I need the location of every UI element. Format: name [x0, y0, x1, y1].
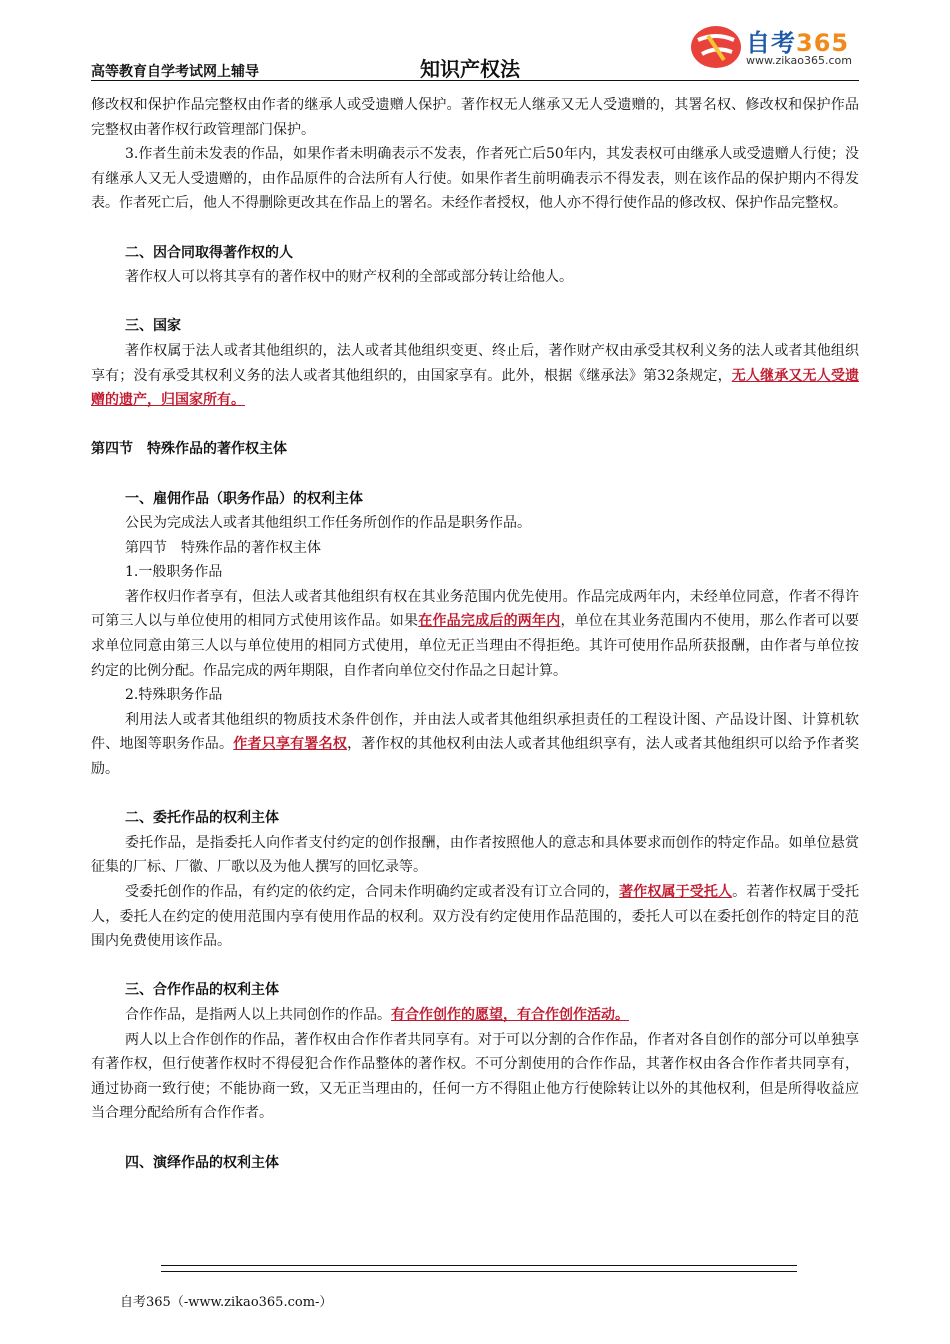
logo-url: www.zikao365.com: [746, 54, 852, 67]
heading-derivative-works: 四、演绎作品的权利主体: [125, 1154, 279, 1171]
heading-state: 三、国家: [125, 318, 181, 335]
header-divider: [91, 80, 859, 81]
paragraph: 著作权归作者享有，但法人或者其他组织有权在其业务范围内优先使用。作品完成两年内，未经单位同意，作者不得许可第三人以与单位使用的相同方式使用该作品。如果在作品完成后的两年内，单位在其业务范围内不使用，那么作者可以要求单位同意由第三人以与单位使用的相同方式使用，单位无正当理由不得拒绝。其许可使用作品所获报酬，由作者与单位按约定的比例分配。作品完成的两年期限，自作者向单位交付作品之日起计算。: [91, 588, 860, 679]
logo-wordmark: 自考365: [746, 29, 850, 57]
highlighted-text: 作者只享有署名权: [233, 736, 348, 753]
footer-text: 自考365（-www.zikao365.com-）: [120, 1295, 333, 1310]
highlighted-text: 在作品完成后的两年内: [418, 613, 561, 630]
logo-mark-icon: [688, 20, 746, 72]
paragraph: 合作作品，是指两人以上共同创作的作品。有合作创作的愿望，有合作创作活动。: [125, 1006, 629, 1023]
zikao365-logo[interactable]: [688, 20, 863, 72]
highlighted-text: 无人继承又无人受遗赠的遗产，归国家所有。: [91, 367, 860, 409]
paragraph: 委托作品，是指委托人向作者支付约定的创作报酬，由作者按照他人的意志和具体要求而创作的特定作品。如单位悬赏征集的厂标、厂徽、厂歌以及为他人撰写的回忆录等。: [91, 834, 859, 876]
paragraph: 公民为完成法人或者其他组织工作任务所创作的作品是职务作品。: [125, 515, 531, 532]
paragraph: 2.特殊职务作品: [125, 687, 223, 704]
heading-joint-works: 三、合作作品的权利主体: [125, 982, 279, 999]
paragraph: 1.一般职务作品: [125, 564, 223, 581]
paragraph: 3.作者生前未发表的作品，如果作者未明确表示不发表，作者死亡后50年内，其发表权可由继承人或受遗赠人行使；没有继承人又无人受遗赠的，由作品原件的合法所有人行使。如果作者生前明确表示不得发表，则在该作品的保护期内不得发表。作者死亡后，他人不得删除更改其在作品上的署名。未经作者授权，他人亦不得行使作品的修改权、保护作品完整权。: [91, 146, 859, 212]
paragraph: 修改权和保护作品完整权由作者的继承人或受遗赠人保护。著作权无人继承又无人受遗赠的，其署名权、修改权和保护作品完整权由著作权行政管理部门保护。: [91, 97, 859, 138]
page-header: [0, 0, 950, 82]
heading-contract-owner: 二、因合同取得著作权的人: [125, 244, 293, 261]
highlighted-text: 著作权属于受托人: [619, 884, 733, 900]
heading-commissioned-works: 二、委托作品的权利主体: [125, 810, 279, 827]
footer-divider: [161, 1265, 797, 1272]
header-subject-title: 知识产权法: [420, 57, 520, 81]
paragraph: 著作权人可以将其享有的著作权中的财产权利的全部或部分转让给他人。: [125, 269, 573, 286]
document-body: [91, 93, 859, 1175]
paragraph: 利用法人或者其他组织的物质技术条件创作，并由法人或者其他组织承担责任的工程设计图、产品设计图、计算机软件、地图等职务作品。作者只享有署名权，著作权的其他权利由法人或者其他组织享有，法人或者其他组织可以给予作者奖励。: [91, 711, 860, 778]
paragraph: 著作权属于法人或者其他组织的，法人或者其他组织变更、终止后，著作财产权由承受其权利义务的法人或者其他组织享有；没有承受其权利义务的法人或者其他组织的，由国家享有。此外，根据《继承法》第32条规定，无人继承又无人受遗赠的遗产，归国家所有。: [91, 342, 860, 409]
paragraph: 第四节 特殊作品的著作权主体: [125, 539, 321, 556]
paragraph: 两人以上合作创作的作品，著作权由合作作者共同享有。对于可以分割的合作作品，作者对各自创作的部分可以单独享有著作权，但行使著作权时不得侵犯合作作品整体的著作权。不可分割使用的合作作品，其著作权由各合作作者共同享有，通过协商一致行使；不能协商一致，又无正当理由的，任何一方不得阻止他方行使除转让以外的其他权利，但是所得收益应当合理分配给所有合作作者。: [91, 1031, 859, 1122]
section-title: 第四节 特殊作品的著作权主体: [91, 441, 287, 458]
header-course-label: 高等教育自学考试网上辅导: [91, 64, 259, 80]
highlighted-text: 有合作创作的愿望，有合作创作活动。: [391, 1006, 629, 1023]
paragraph: 受委托创作的作品，有约定的依约定，合同未作明确约定或者没有订立合同的，著作权属于受托人。若著作权属于受托人，委托人在约定的使用范围内享有使用作品的权利。双方没有约定使用作品范围的，委托人可以在委托创作的特定目的范围内免费使用该作品。: [91, 884, 860, 950]
heading-employment-works: 一、雇佣作品（职务作品）的权利主体: [125, 490, 363, 507]
